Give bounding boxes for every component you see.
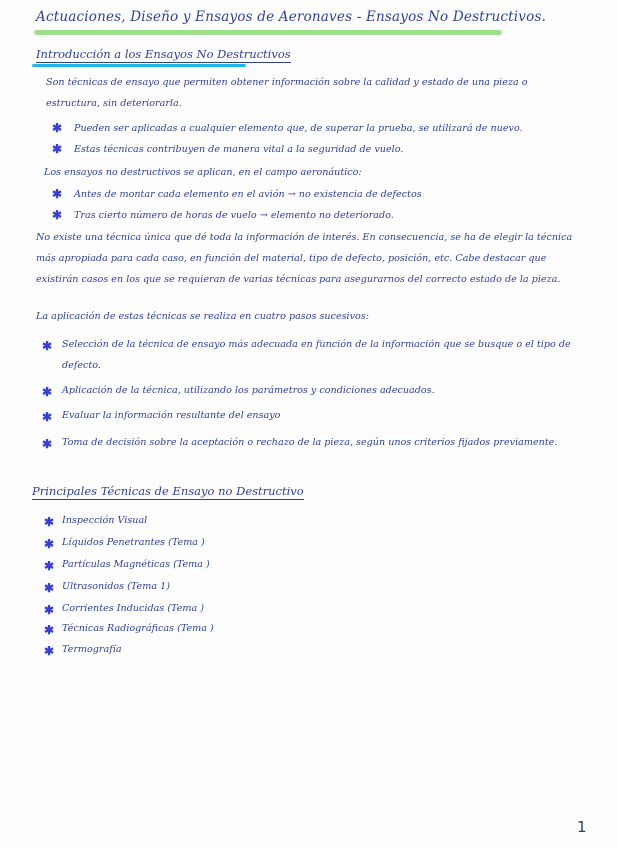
page-title: Actuaciones, Diseño y Ensayos de Aeronaves - Ensayos No Destructivos. [36, 9, 547, 25]
aero-intro: Los ensayos no destructivos se aplican, en el campo aeronáutico: [44, 167, 362, 178]
list-item: Estas técnicas contribuyen de manera vital a la seguridad de vuelo. [74, 144, 404, 155]
bullet-star-icon: ✱ [44, 603, 55, 617]
bullet-star-icon: ✱ [44, 623, 55, 637]
bullet-star-icon: ✱ [44, 644, 55, 658]
list-item: Selección de la técnica de ensayo más adecuada en función de la información que se busque o el tipo de defecto. [62, 339, 571, 371]
section-heading-highlight [32, 64, 246, 67]
bullet-star-icon: ✱ [44, 537, 55, 551]
intro-paragraph: Son técnicas de ensayo que permiten obtener información sobre la calidad y estado de una pieza o estructura, sin deteriorarla. [46, 77, 528, 109]
list-item: Técnicas Radiográficas (Tema ) [62, 623, 214, 634]
list-item: Inspección Visual [62, 515, 148, 526]
bullet-star-icon: ✱ [42, 437, 53, 451]
list-item: Pueden ser aplicadas a cualquier elemento que, de superar la prueba, se utilizará de nuevo. [74, 123, 523, 134]
list-item: Termografía [62, 644, 122, 655]
steps-intro: La aplicación de estas técnicas se realiza en cuatro pasos sucesivos: [36, 311, 369, 322]
technique-paragraph: No existe una técnica única que dé toda la información de interés. En consecuencia, se ha de elegir la técnica más apropiada para cada caso, en función del material, tipo de defecto, posición, etc. Cabe destacar que existirán casos en los que se requieran de varias técnicas para asegurarnos del correcto estado de la pieza. [36, 232, 573, 285]
bullet-star-icon: ✱ [44, 559, 55, 573]
list-item: Corrientes Inducidas (Tema ) [62, 603, 204, 614]
bullet-star-icon: ✱ [52, 187, 63, 201]
list-item: Líquidos Penetrantes (Tema ) [62, 537, 205, 548]
bullet-star-icon: ✱ [52, 208, 63, 222]
title-highlight [34, 30, 502, 35]
list-item: Aplicación de la técnica, utilizando los parámetros y condiciones adecuados. [62, 385, 435, 396]
list-item: Evaluar la información resultante del ensayo [62, 410, 281, 421]
bullet-star-icon: ✱ [44, 581, 55, 595]
bullet-star-icon: ✱ [42, 410, 53, 424]
list-item: Tras cierto número de horas de vuelo → elemento no deteriorado. [74, 210, 394, 221]
bullet-star-icon: ✱ [52, 142, 63, 156]
list-item: Ultrasonidos (Tema 1) [62, 581, 170, 592]
bullet-star-icon: ✱ [42, 339, 53, 353]
section-heading-intro: Introducción a los Ensayos No Destructivos [36, 47, 291, 61]
bullet-star-icon: ✱ [44, 515, 55, 529]
bullet-star-icon: ✱ [52, 121, 63, 135]
list-item: Partículas Magnéticas (Tema ) [62, 559, 210, 570]
bullet-star-icon: ✱ [42, 385, 53, 399]
page-number: 1 [577, 818, 587, 836]
list-item: Antes de montar cada elemento en el avión → no existencia de defectos [74, 189, 422, 200]
section-heading-techniques: Principales Técnicas de Ensayo no Destructivo [32, 484, 304, 498]
list-item: Toma de decisión sobre la aceptación o rechazo de la pieza, según unos criterios fijados previamente. [62, 437, 558, 448]
